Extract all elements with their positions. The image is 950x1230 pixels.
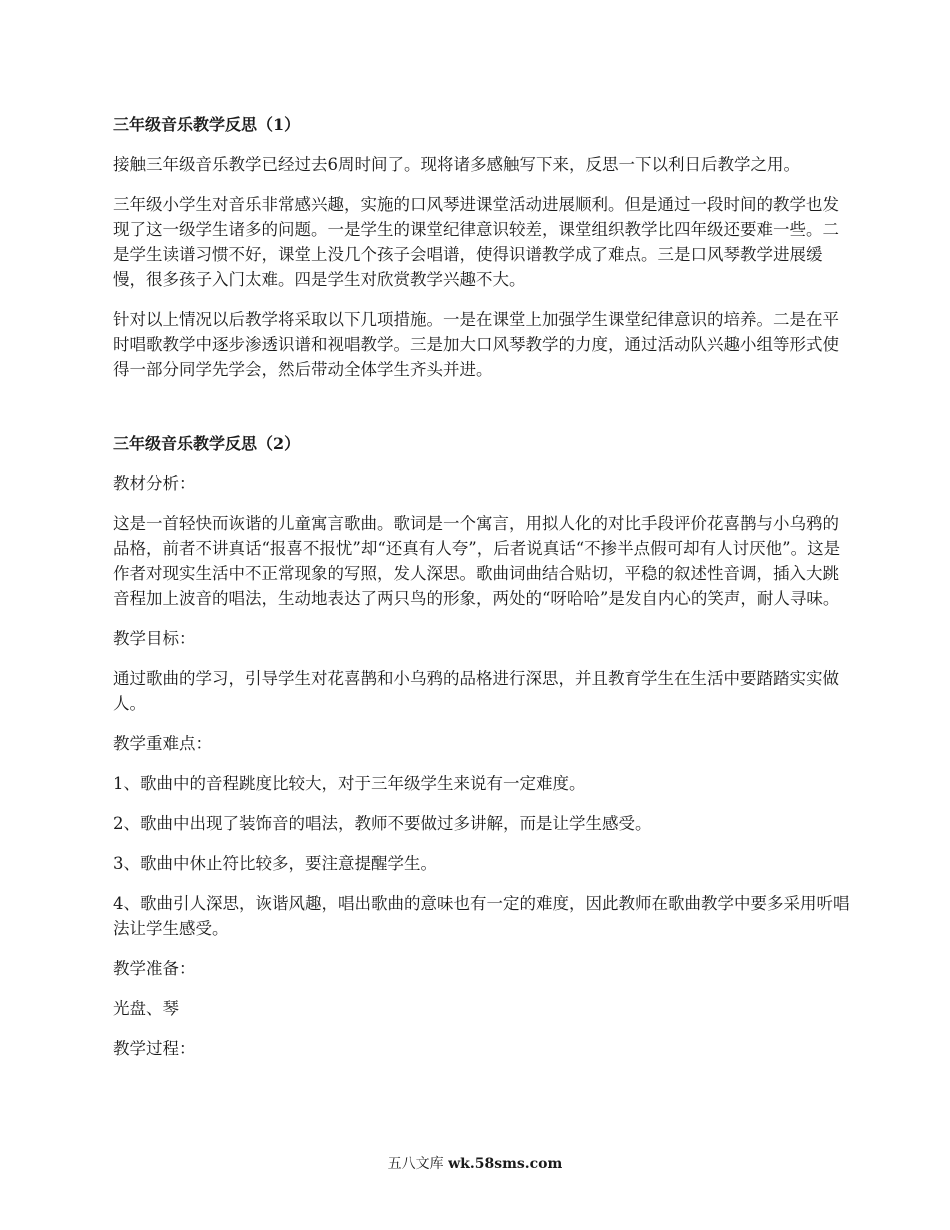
section-2-paragraph: 通过歌曲的学习，引导学生对花喜鹊和小乌鸦的品格进行深思，并且教育学生在生活中要踏踏实实做人。 <box>113 669 839 713</box>
section-2-list-item: 3、歌曲中休止符比较多，要注意提醒学生。 <box>113 854 437 873</box>
section-1-title: 三年级音乐教学反思（1） <box>113 115 301 134</box>
section-2-list-item: 4、歌曲引人深思，诙谐风趣，唱出歌曲的意味也有一定的难度，因此教师在歌曲教学中要多采用听唱法让学生感受。 <box>113 894 850 938</box>
section-2-label-process: 教学过程： <box>113 1039 196 1058</box>
section-2-paragraph: 光盘、琴 <box>113 999 179 1018</box>
section-2-label-goals: 教学目标： <box>113 629 196 648</box>
section-1-paragraph: 接触三年级音乐教学已经过去6周时间了。现将诸多感触写下来，反思一下以利日后教学之用。 <box>113 155 800 174</box>
section-2-label-difficulties: 教学重难点： <box>113 734 212 753</box>
footer-site-link[interactable]: wk.58sms.com <box>448 1156 563 1172</box>
section-1-paragraph: 三年级小学生对音乐非常感兴趣，实施的口风琴进课堂活动进展顺利。但是通过一段时间的教学也发现了这一级学生诸多的问题。一是学生的课堂纪律意识较差，课堂组织教学比四年级还要难一些。二是学生读谱习惯不好，课堂上没几个孩子会唱谱，使得识谱教学成了难点。三是口风琴教学进展缓慢，很多孩子入门太难。四是学生对欣赏教学兴趣不大。 <box>113 195 839 289</box>
section-2-list-item: 2、歌曲中出现了装饰音的唱法，教师不要做过多讲解，而是让学生感受。 <box>113 814 652 833</box>
footer-brand: 五八文库 <box>387 1156 444 1172</box>
section-2-title: 三年级音乐教学反思（2） <box>113 434 301 453</box>
document-page <box>113 112 853 1076</box>
section-2-paragraph: 这是一首轻快而诙谐的儿童寓言歌曲。歌词是一个寓言，用拟人化的对比手段评价花喜鹊与小乌鸦的品格，前者不讲真话“报喜不报忧”却“还真有人夸”，后者说真话“不掺半点假可却有人讨厌他”。这是作者对现实生活中不正常现象的写照，发人深思。歌曲词曲结合贴切，平稳的叙述性音调，插入大跳音程加上波音的唱法，生动地表达了两只鸟的形象，两处的“呀哈哈”是发自内心的笑声，耐人寻味。 <box>113 514 841 608</box>
section-1-paragraph: 针对以上情况以后教学将采取以下几项措施。一是在课堂上加强学生课堂纪律意识的培养。二是在平时唱歌教学中逐步渗透识谱和视唱教学。三是加大口风琴教学的力度，通过活动队兴趣小组等形式使得一部分同学先学会，然后带动全体学生齐头并进。 <box>113 310 839 379</box>
section-2-label-material-analysis: 教材分析： <box>113 474 196 493</box>
section-2-list-item: 1、歌曲中的音程跳度比较大，对于三年级学生来说有一定难度。 <box>113 774 586 793</box>
page-footer <box>0 1154 950 1174</box>
section-2-label-preparation: 教学准备： <box>113 959 196 978</box>
